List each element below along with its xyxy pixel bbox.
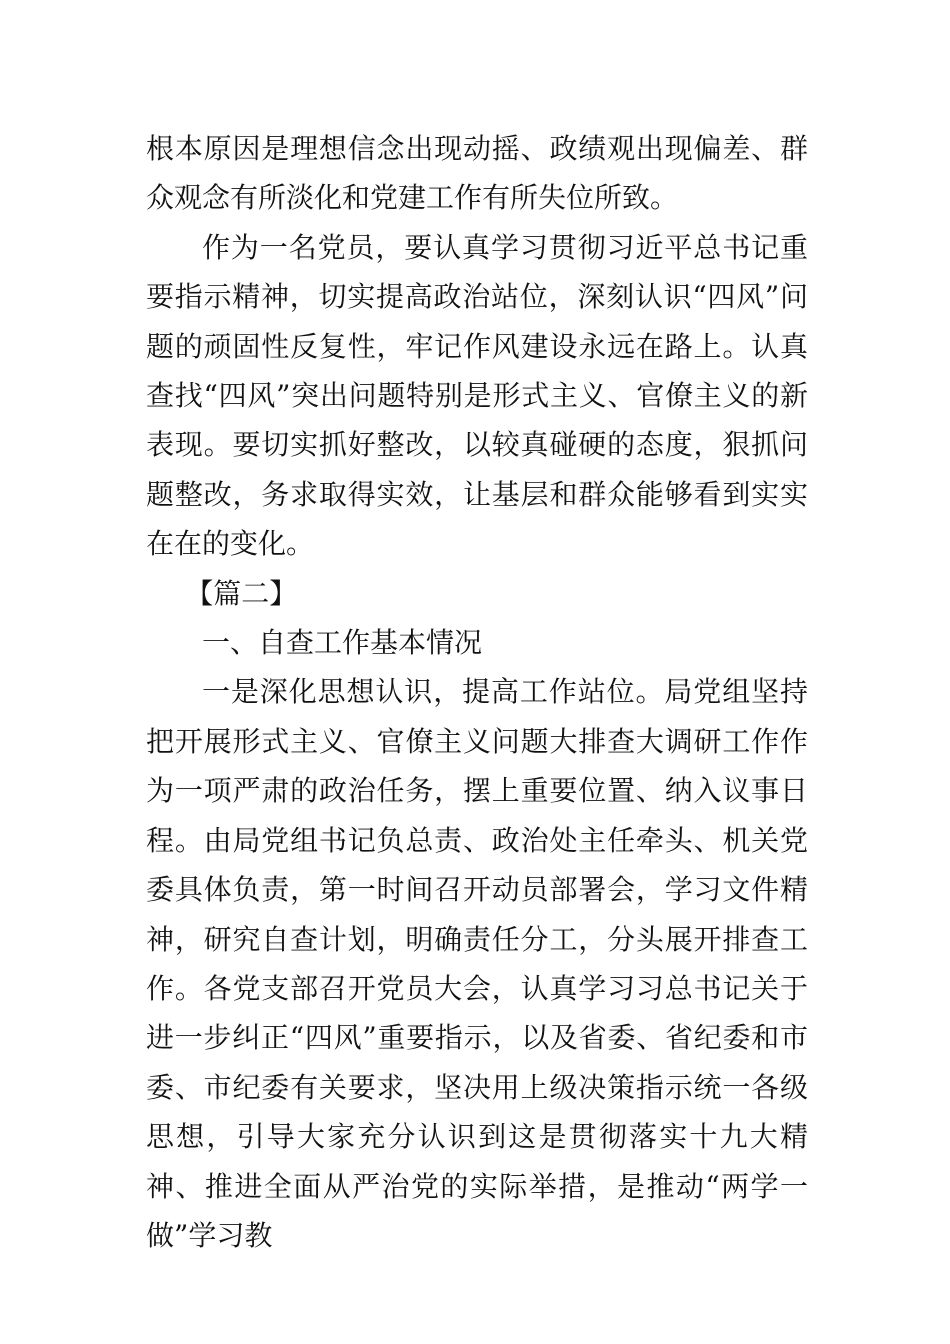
paragraph-continuation: 根本原因是理想信念出现动摇、政绩观出现偏差、群众观念有所淡化和党建工作有所失位所致。 xyxy=(146,132,808,215)
subheading-self-check: 一、自查工作基本情况 xyxy=(202,626,483,660)
section-heading-part-two: 【篇二】 xyxy=(185,576,298,610)
paragraph-party-member: 作为一名党员，要认真学习贯彻习近平总书记重要指示精神，切实提高政治站位，深刻认识“四风”问题的顽固性反复性，牢记作风建设永远在路上。认真查找“四风”突出问题特别是形式主义、官僚主义的新表现。要切实抓好整改，以较真碰硬的态度，狠抓问题整改，务求取得实效，让基层和群众能够看到实实在在的变化。 xyxy=(146,230,808,561)
document-body xyxy=(146,124,808,1260)
paragraph-deepen-understanding: 一是深化思想认识，提高工作站位。局党组坚持把开展形式主义、官僚主义问题大排查大调研工作作为一项严肃的政治任务，摆上重要位置、纳入议事日程。由局党组书记负总责、政治处主任牵头、机关党委具体负责，第一时间召开动员部署会，学习文件精神，研究自查计划，明确责任分工，分头展开排查工作。各党支部召开党员大会，认真学习习总书记关于进一步纠正“四风”重要指示，以及省委、省纪委和市委、市纪委有关要求，坚决用上级决策指示统一各级思想，引导大家充分认识到这是贯彻落实十九大精神、推进全面从严治党的实际举措，是推动“两学一做”学习教 xyxy=(146,675,808,1252)
